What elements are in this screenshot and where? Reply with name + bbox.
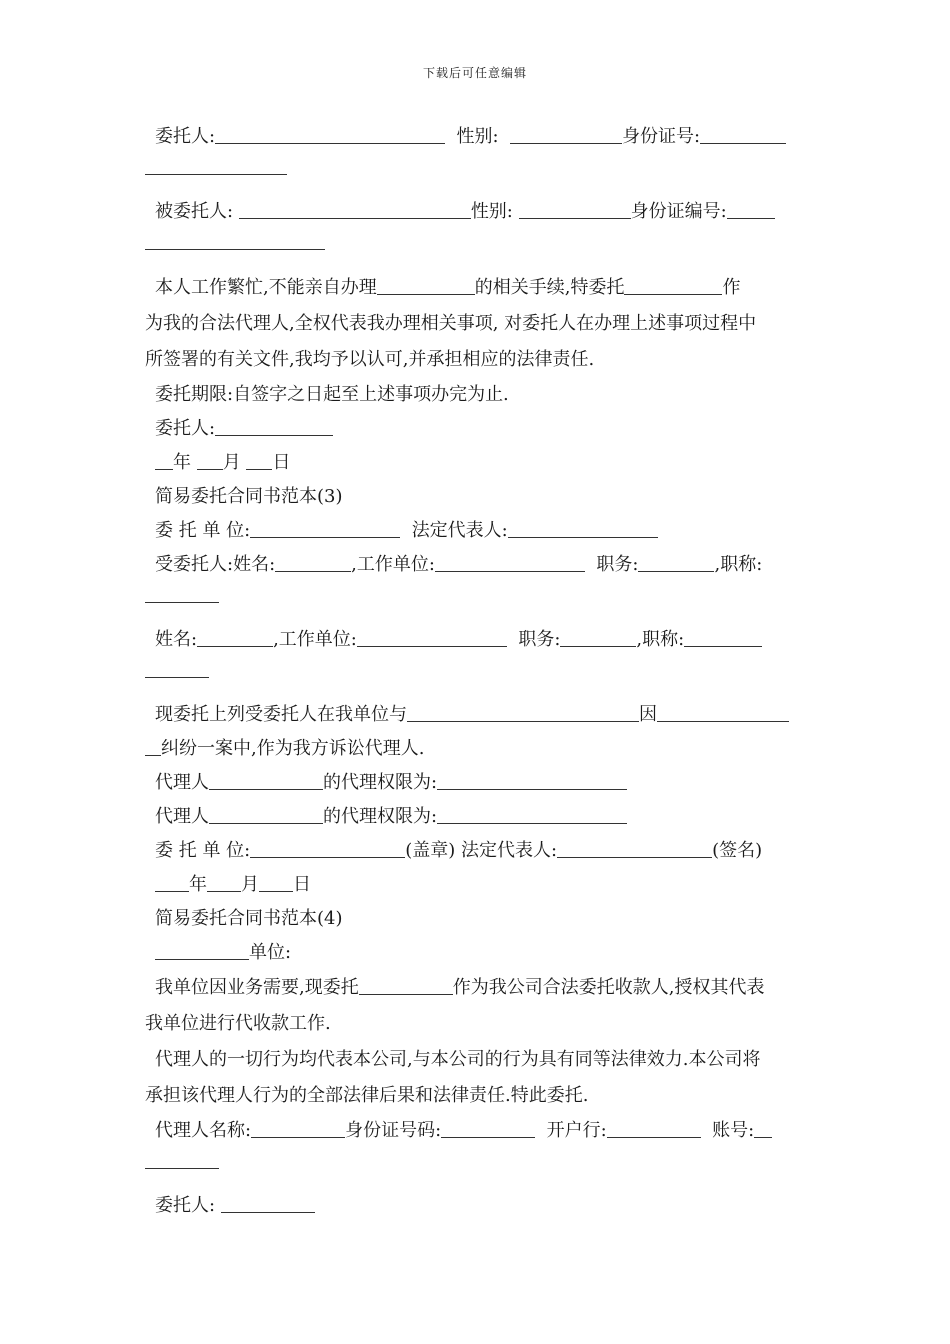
agent1-title-blank <box>145 582 219 603</box>
s3-sign-blank <box>221 1190 315 1213</box>
account-blank <box>754 1115 772 1138</box>
principal-line <box>145 120 807 154</box>
agent-label: 被委托人: <box>155 201 234 222</box>
document-body <box>145 120 807 1223</box>
day2-blank <box>259 869 293 892</box>
perm1-scope-blank <box>437 767 627 790</box>
agent-gender-blank <box>519 196 631 219</box>
s3-body-text-2: 作为我公司合法委托收款人,授权其代表 <box>452 977 765 998</box>
page-header: 下载后可任意编辑 <box>422 66 527 80</box>
agent1-label: 受委托人:姓名: <box>155 554 276 575</box>
section-title-4: 简易委托合同书范本(4) <box>155 908 343 929</box>
month2-blank <box>207 869 241 892</box>
sign-rep-blank <box>557 835 712 858</box>
body-text-2: 的相关手续,特委托 <box>474 277 625 298</box>
agent-blank <box>239 196 471 219</box>
id-number-blank <box>441 1115 535 1138</box>
agent-id-blank-continued <box>145 229 325 250</box>
opponent-blank <box>407 699 639 722</box>
body-line-3: 所签署的有关文件,我均予以认可,并承担相应的法律责任. <box>145 349 595 370</box>
agent2-work-unit-blank <box>357 624 507 647</box>
agent2-title-label: ,职称: <box>636 629 685 650</box>
s3-body-line-1 <box>145 970 807 1006</box>
sign-rep-label: 法定代表人: <box>461 840 558 861</box>
case-text-3: 纠纷一案中,作为我方诉讼代理人. <box>161 738 425 759</box>
agent1-title-label: ,职称: <box>714 554 763 575</box>
agent2-title-blank-continued <box>145 657 209 678</box>
month2-label: 月 <box>241 874 259 895</box>
agent1-line <box>145 548 807 582</box>
perm2-label-a: 代理人 <box>155 806 209 827</box>
unit-name-blank <box>155 937 249 960</box>
agent-name-label: 代理人名称: <box>155 1120 252 1141</box>
sign-unit-blank <box>250 835 405 858</box>
s3-sign-line <box>145 1189 807 1223</box>
gender-blank <box>510 121 622 144</box>
day-label: 日 <box>272 452 291 473</box>
agent1-work-unit-blank <box>435 549 585 572</box>
agent1-position-label: 职务: <box>596 554 639 575</box>
agent2-name-label: 姓名: <box>155 629 198 650</box>
case-line-2 <box>145 732 807 766</box>
agent-name-blank <box>251 1115 345 1138</box>
s3-body-line-4: 承担该代理人行为的全部法律后果和法律责任.特此委托. <box>145 1085 589 1106</box>
agent-gender-label: 性别: <box>470 201 513 222</box>
case-text-2: 因 <box>639 704 657 725</box>
s3-sign-label: 委托人: <box>155 1195 216 1216</box>
s3-body-text-1: 我单位因业务需要,现委托 <box>155 977 359 998</box>
id-blank-continued <box>145 154 287 175</box>
agent-line <box>145 195 807 229</box>
matter-blank <box>377 272 475 295</box>
principal-label: 委托人: <box>155 126 216 147</box>
year-label: 年 <box>173 452 191 473</box>
agent-permission-1 <box>145 766 807 800</box>
cause-blank-continued <box>145 733 161 756</box>
agent2-name-blank <box>197 624 273 647</box>
cause-blank <box>657 699 789 722</box>
agent2-title-blank <box>684 624 762 647</box>
entrusting-unit-line <box>145 514 807 548</box>
body-text-1: 本人工作繁忙,不能亲自办理 <box>155 277 377 298</box>
agent-id-label: 身份证编号: <box>630 201 727 222</box>
principal-blank <box>215 121 445 144</box>
year2-label: 年 <box>189 874 207 895</box>
perm1-label-a: 代理人 <box>155 772 209 793</box>
entrustee-blank <box>624 272 722 295</box>
agent-permission-2 <box>145 800 807 834</box>
account-label: 账号: <box>712 1120 755 1141</box>
case-text-1: 现委托上列受委托人在我单位与 <box>155 704 407 725</box>
period-line: 委托期限:自签字之日起至上述事项办完为止. <box>155 384 509 405</box>
signature-line <box>145 834 807 868</box>
bank-blank <box>607 1115 701 1138</box>
payee-blank <box>359 972 453 995</box>
unit-suffix: 单位: <box>249 942 292 963</box>
body-text-3: 作 <box>722 277 741 298</box>
day-blank <box>246 447 272 470</box>
unit-blank <box>250 515 400 538</box>
agent2-work-unit-label: ,工作单位: <box>273 629 357 650</box>
perm2-agent-blank <box>209 801 323 824</box>
perm2-scope-blank <box>437 801 627 824</box>
id-label: 身份证号: <box>622 126 701 147</box>
principal-sign-line <box>145 412 807 446</box>
unit-line <box>145 936 807 970</box>
case-line-1 <box>145 698 807 732</box>
unit-label: 委 托 单 位: <box>155 520 251 541</box>
account-blank-continued <box>145 1148 219 1169</box>
agent2-position-blank <box>560 624 636 647</box>
principal-sign-blank <box>215 413 333 436</box>
agent2-position-label: 职务: <box>518 629 561 650</box>
perm1-agent-blank <box>209 767 323 790</box>
signature-text: (签名) <box>712 840 763 861</box>
s3-body-line-2: 我单位进行代收款工作. <box>145 1013 331 1034</box>
bank-label: 开户行: <box>546 1120 607 1141</box>
agent1-position-blank <box>638 549 714 572</box>
body-line-2: 为我的合法代理人,全权代表我办理相关事项, 对委托人在办理上述事项过程中 <box>145 313 757 334</box>
day2-label: 日 <box>293 874 311 895</box>
month-blank <box>197 447 223 470</box>
body-line-1 <box>145 270 807 306</box>
date-line-2 <box>145 868 807 902</box>
legal-rep-blank <box>508 515 658 538</box>
id-blank <box>700 121 786 144</box>
id-number-label: 身份证号码: <box>345 1120 442 1141</box>
seal-text: (盖章) <box>405 840 456 861</box>
sign-unit-label: 委 托 单 位: <box>155 840 251 861</box>
agent1-name-blank <box>275 549 351 572</box>
legal-rep-label: 法定代表人: <box>411 520 508 541</box>
year2-blank <box>155 869 189 892</box>
month-label: 月 <box>222 452 241 473</box>
agent1-work-unit-label: ,工作单位: <box>351 554 435 575</box>
year-blank <box>155 447 173 470</box>
agent-info-line <box>145 1114 807 1148</box>
date-line-1 <box>145 446 807 480</box>
s3-body-line-3: 代理人的一切行为均代表本公司,与本公司的行为具有同等法律效力.本公司将 <box>155 1049 761 1070</box>
perm2-label-b: 的代理权限为: <box>323 806 438 827</box>
agent-id-blank <box>727 196 775 219</box>
perm1-label-b: 的代理权限为: <box>323 772 438 793</box>
gender-label: 性别: <box>456 126 499 147</box>
principal-sign-label: 委托人: <box>155 418 216 439</box>
section-title-3: 简易委托合同书范本(3) <box>155 486 343 507</box>
agent2-line <box>145 623 807 657</box>
